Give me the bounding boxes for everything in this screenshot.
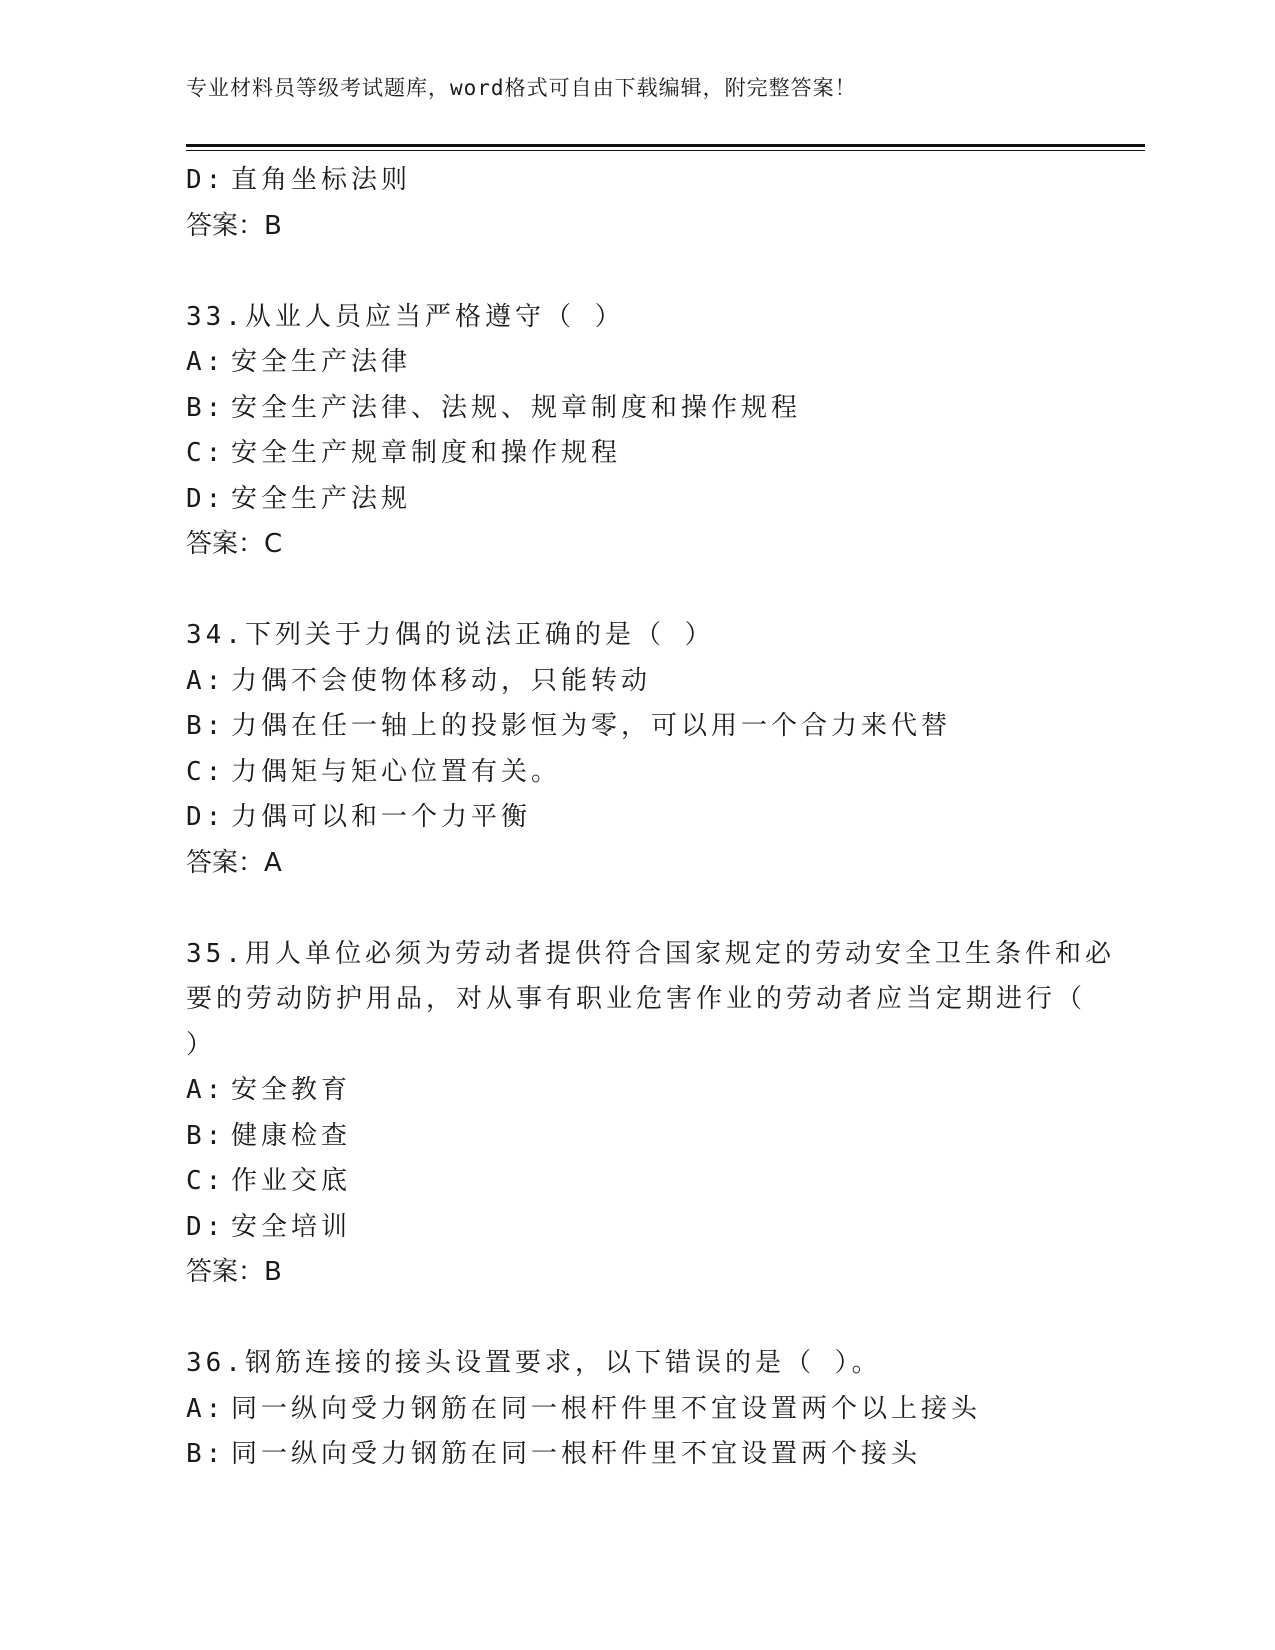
option-text: 健康检查	[231, 1120, 352, 1151]
option-label: C:	[186, 1166, 226, 1196]
option-text: 安全教育	[231, 1075, 352, 1105]
question-34-option-c	[186, 750, 1086, 796]
option-label: D:	[186, 483, 226, 514]
question-35-option-c	[186, 1159, 1086, 1205]
question-35-answer: 答案：B	[186, 1257, 282, 1287]
option-text: 安全生产法律	[231, 347, 412, 377]
option-label: D:	[186, 1211, 226, 1242]
question-35-stem-line-2: 要的劳动防护用品，对从事有职业危害作业的劳动者应当定期进行（	[186, 984, 1087, 1014]
option-text: 力偶矩与矩心位置有关。	[231, 756, 562, 787]
option-text: 力偶可以和一个力平衡	[231, 802, 532, 832]
header-rule-thin	[186, 150, 1145, 151]
option-label: D:	[186, 802, 226, 832]
question-33-stem: 33.从业人员应当严格遵守（ ）	[186, 301, 625, 332]
question-34-option-d	[186, 795, 1086, 841]
question-32-option-d	[186, 158, 1086, 204]
question-33-option-d	[186, 477, 1086, 523]
question-34-option-a	[186, 659, 1086, 705]
question-35-option-d	[186, 1205, 1086, 1251]
option-label: A:	[186, 1075, 226, 1105]
option-label: B:	[186, 392, 226, 423]
question-33-answer: 答案：C	[186, 529, 283, 559]
question-34-answer: 答案：A	[186, 847, 282, 878]
option-text: 安全生产法律、法规、规章制度和操作规程	[231, 392, 802, 423]
option-text: 力偶不会使物体移动，只能转动	[231, 665, 652, 696]
question-33-option-b	[186, 386, 1086, 432]
option-label: B:	[186, 711, 226, 741]
question-36-stem: 36.钢筋连接的接头设置要求，以下错误的是（ ）。	[186, 1348, 882, 1378]
question-35-option-b	[186, 1114, 1086, 1160]
option-label: B:	[186, 1439, 226, 1469]
option-text: 力偶在任一轴上的投影恒为零，可以用一个合力来代替	[231, 711, 952, 741]
question-35-stem-line-3: ）	[186, 1029, 217, 1060]
question-content	[186, 158, 1115, 1478]
question-36-option-a	[186, 1387, 1086, 1433]
option-label: C:	[186, 438, 226, 468]
question-35-option-a	[186, 1068, 1086, 1114]
page-header: 专业材料员等级考试题库，word格式可自由下载编辑，附完整答案！	[186, 76, 857, 100]
question-32-answer: 答案：B	[186, 210, 282, 241]
option-text: 安全生产法规	[231, 483, 412, 514]
option-label: A:	[186, 347, 226, 377]
question-33-option-c	[186, 431, 1086, 477]
option-label: D:	[186, 165, 226, 195]
option-text: 直角坐标法则	[231, 165, 412, 195]
question-33-option-a	[186, 340, 1086, 386]
option-text: 安全培训	[231, 1211, 352, 1242]
option-label: A:	[186, 665, 226, 696]
question-35-stem-line-1: 35.用人单位必须为劳动者提供符合国家规定的劳动安全卫生条件和必	[186, 938, 1115, 969]
option-text: 作业交底	[231, 1166, 352, 1196]
header-rule-thick	[186, 144, 1145, 147]
question-36-option-b	[186, 1432, 1086, 1478]
option-text: 同一纵向受力钢筋在同一根杆件里不宜设置两个接头	[231, 1439, 922, 1469]
question-34-stem: 34.下列关于力偶的说法正确的是（ ）	[186, 620, 715, 650]
option-label: A:	[186, 1393, 226, 1424]
question-34-option-b	[186, 704, 1086, 750]
option-text: 安全生产规章制度和操作规程	[231, 438, 622, 468]
option-label: B:	[186, 1120, 226, 1151]
option-label: C:	[186, 756, 226, 787]
option-text: 同一纵向受力钢筋在同一根杆件里不宜设置两个以上接头	[231, 1393, 982, 1424]
